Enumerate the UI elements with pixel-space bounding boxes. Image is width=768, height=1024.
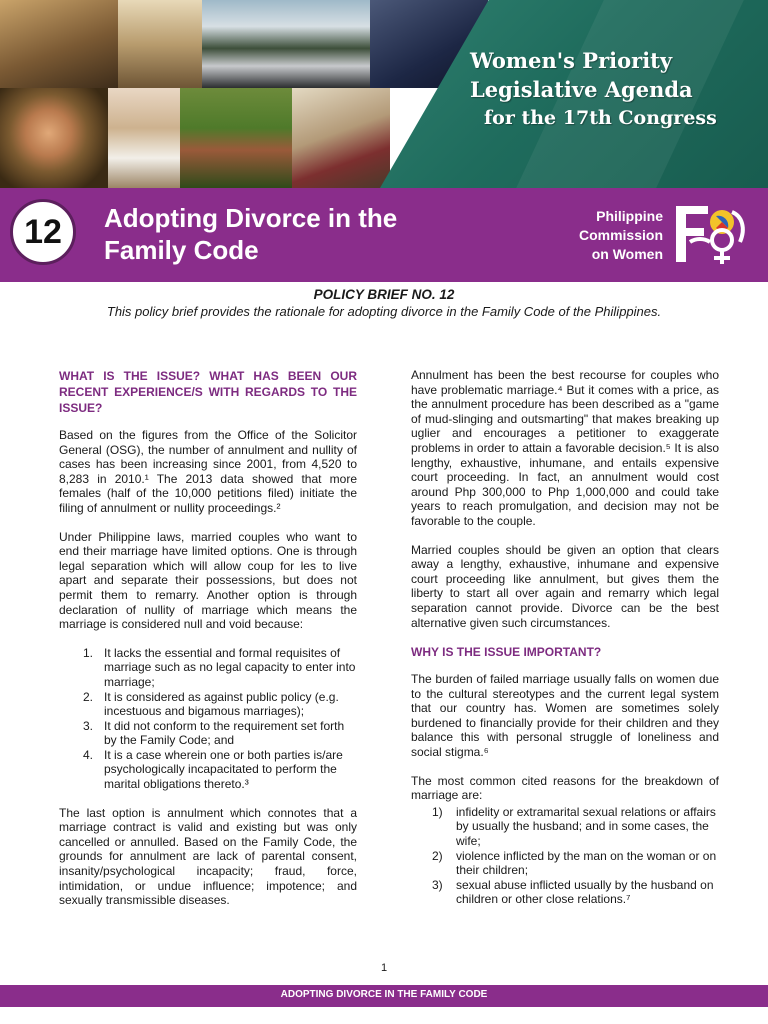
list-text: sexual abuse inflicted usually by the husband on children or other close relations.⁷	[456, 877, 714, 907]
list-number: 3.	[83, 718, 94, 733]
photo-mother-child	[118, 0, 202, 88]
list-number: 3)	[432, 877, 443, 892]
list-item	[59, 719, 357, 748]
agenda-line-1: Women's Priority	[470, 48, 673, 73]
paragraph: The last option is annulment which connotes that a marriage contract is valid and existing but was only cancelled or annulled. Based on the Family Code, the grounds for annulment are lack of parental consent, insanity/psychological incapacity; fraud, force, intimidation, or undue influence; impotence; and sexually transmissible diseases.	[59, 805, 357, 908]
right-column	[411, 368, 719, 921]
photo-children	[0, 0, 118, 88]
list-item	[411, 878, 719, 907]
agenda-line-3: for the 17th Congress	[484, 107, 717, 129]
paragraph: The burden of failed marriage usually falls on women due to the cultural stereotypes and the current legal system that our country has. Women are sometimes solely burdened to financially provide for their children and they balance this with personal struggle of loneliness and social stigma.⁶	[411, 672, 719, 760]
page-title	[104, 202, 504, 266]
nullity-grounds-list	[59, 646, 357, 792]
org-line-2: Commission	[578, 227, 663, 243]
title-bar	[0, 188, 768, 282]
photo-farmer	[180, 88, 292, 188]
list-number: 1)	[432, 804, 443, 819]
list-item	[411, 805, 719, 849]
policy-brief-number: POLICY BRIEF NO. 12	[313, 287, 455, 302]
photo-uniformed-women	[202, 0, 370, 88]
page-title-line-2: Family Code	[104, 235, 259, 265]
list-item	[59, 646, 357, 690]
paragraph: Under Philippine laws, married couples who want to end their marriage have limited options. One is through legal separation which will allow coup for les to live apart and separate their possessions, but does not permit them to remarry. Another option is through declaration of nullity of marriage which means the marriage is considered null and void because:	[59, 529, 357, 632]
photo-woman-hijab	[0, 88, 108, 188]
list-text: It did not conform to the requirement set forth by the Family Code; and	[104, 718, 345, 748]
breakdown-reasons-list	[411, 805, 719, 907]
footer-bar	[0, 985, 768, 1007]
agenda-title	[470, 46, 760, 133]
list-number: 4.	[83, 747, 94, 762]
paragraph: Married couples should be given an option that clears away a lengthy, exhaustive, inhumane and expensive court proceeding like annulment, but gives them the liberty to start all over again and remarry which legal separation cannot provide. Divorce can be the best alternative given such circumstances.	[411, 542, 719, 630]
list-item	[59, 690, 357, 719]
list-text: It lacks the essential and formal requisites of marriage such as no legal capacity to enter into marriage;	[104, 645, 356, 689]
header-banner	[0, 0, 768, 188]
org-line-1: Philippine	[596, 208, 663, 224]
list-item	[59, 748, 357, 792]
left-column	[59, 368, 357, 922]
paragraph: Based on the figures from the Office of the Solicitor General (OSG), the number of annulment and nullity of cases has been increasing since 2001, from 4,520 to 8,283 in 2010.¹ The 2013 data showed that more females (half of the 10,000 petitions filed) initiate the filing of annulment or nullity proceedings.²	[59, 428, 357, 515]
section-heading-importance: WHY IS THE ISSUE IMPORTANT?	[411, 645, 602, 660]
organization-name	[545, 207, 663, 264]
list-number: 1.	[83, 645, 94, 660]
list-text: infidelity or extramarital sexual relations or affairs by usually the husband; and in some cases, the wife;	[456, 804, 716, 849]
list-item	[411, 849, 719, 878]
photo-market-vendor	[292, 88, 390, 188]
list-text: It is a case wherein one or both parties is/are psychologically incapacitated to perform the marital obligations thereto.³	[104, 747, 343, 792]
agenda-line-2: Legislative Agenda	[470, 77, 693, 102]
paragraph: Annulment has been the best recourse for couples who have problematic marriage.⁴ But it comes with a price, as the annulment procedure has been described as a "game of mud-slinging and outsmarting" that makes breaking up uglier and encourages a petitioner to exaggerate problems in order to attain a favorable decision.⁵ It is also lengthy, exhaustive, inhumane, and entails expensive court proceeding. In fact, an annulment would cost around Php 300,000 to Php 1,000,000 and could take years to reach promulgation, and decision may not be favorable to the couple.	[411, 368, 719, 528]
pcw-logo-icon	[670, 198, 750, 270]
page-title-line-1: Adopting Divorce in the	[104, 203, 398, 233]
list-text: violence inflicted by the man on the woman or on their children;	[456, 848, 717, 878]
paragraph: The most common cited reasons for the breakdown of marriage are:	[411, 773, 719, 803]
list-number: 2)	[432, 848, 443, 863]
footer-title: ADOPTING DIVORCE IN THE FAMILY CODE	[280, 989, 488, 1000]
list-number: 2.	[83, 689, 94, 704]
photo-pregnant-woman	[108, 88, 180, 188]
policy-brief-description: This policy brief provides the rationale for adopting divorce in the Family Code of the Philippines.	[106, 304, 662, 319]
section-heading-issue: WHAT IS THE ISSUE? WHAT HAS BEEN OUR RECENT EXPERIENCE/S WITH REGARDS TO THE ISSUE?	[59, 369, 357, 415]
org-line-3: on Women	[591, 246, 663, 262]
brief-number-badge: 12	[10, 199, 76, 265]
list-text: It is considered as against public policy (e.g. incestuous and bigamous marriages);	[104, 689, 339, 719]
page-number: 1	[380, 962, 388, 974]
